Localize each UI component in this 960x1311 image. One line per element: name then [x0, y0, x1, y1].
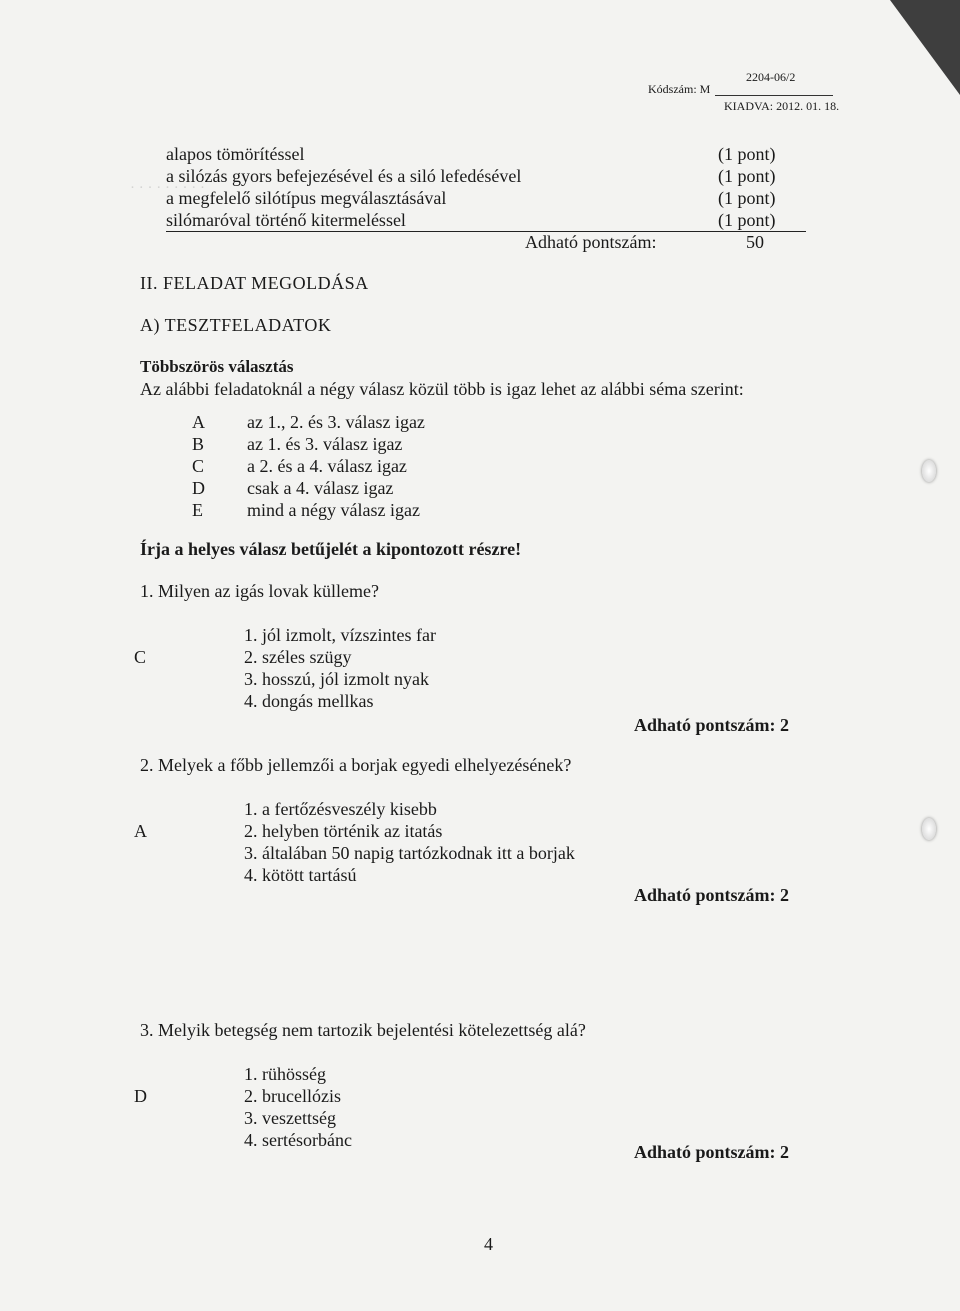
top-list-points: (1 pont) [718, 166, 776, 186]
multi-choice-title: Többszörös választás [140, 357, 294, 376]
top-list-item: a megfelelő silótípus megválasztásával [166, 188, 447, 208]
question-2-answer: A [134, 821, 147, 841]
instructions: Az alábbi feladatoknál a négy válasz közül több is igaz lehet az alábbi séma szerint: [140, 379, 744, 399]
question-3-answer: D [134, 1086, 147, 1106]
punch-hole [922, 818, 936, 840]
punch-hole [922, 460, 936, 482]
doc-code: 2204-06/2 [746, 70, 796, 84]
folded-corner [890, 0, 960, 95]
scheme-letter: C [192, 456, 205, 476]
scheme-letter: B [192, 434, 205, 454]
question-1-answer: C [134, 647, 147, 667]
code-label: Kódszám: M [648, 82, 711, 96]
question-1-score: Adható pontszám: 2 [634, 715, 790, 735]
top-list-points: (1 pont) [718, 144, 776, 164]
question-1-text: 1. Milyen az igás lovak külleme? [140, 581, 379, 601]
release-date: KIADVA: 2012. 01. 18. [724, 99, 840, 113]
scheme-text: a 2. és a 4. válasz igaz [247, 456, 407, 476]
question-1-option: 1. jól izmolt, vízszintes far [244, 625, 436, 645]
question-1-option: 2. széles szügy [244, 647, 352, 667]
question-2-option: 4. kötött tartású [244, 865, 357, 885]
top-total-label: Adható pontszám: [525, 232, 657, 252]
top-total-value: 50 [746, 232, 764, 252]
question-2-option: 2. helyben történik az itatás [244, 821, 443, 841]
page-number: 4 [484, 1234, 493, 1254]
top-list-item: a silózás gyors befejezésével és a siló lefedésével [166, 166, 522, 186]
question-3-option: 2. brucellózis [244, 1086, 341, 1106]
scheme-text: az 1., 2. és 3. válasz igaz [247, 412, 425, 432]
top-list-points: (1 pont) [718, 210, 776, 230]
top-list-item: silómaróval történő kitermeléssel [166, 210, 406, 230]
scheme-letter: E [192, 500, 203, 520]
code-underline [715, 95, 833, 96]
question-2-option: 1. a fertőzésveszély kisebb [244, 799, 437, 819]
scheme-text: mind a négy válasz igaz [247, 500, 420, 520]
question-1-option: 4. dongás mellkas [244, 691, 374, 711]
scheme-text: az 1. és 3. válasz igaz [247, 434, 403, 454]
top-list-points: (1 pont) [718, 188, 776, 208]
top-list-underline [166, 231, 806, 232]
question-3-text: 3. Melyik betegség nem tartozik bejelentési kötelezettség alá? [140, 1020, 586, 1040]
question-2-option: 3. általában 50 napig tartózkodnak itt a borjak [244, 843, 575, 863]
question-3-option: 1. rühösség [244, 1064, 326, 1084]
question-3-option: 3. veszettség [244, 1108, 336, 1128]
subsection-title: A) TESZTFELADATOK [140, 315, 332, 335]
question-3-score: Adható pontszám: 2 [634, 1142, 790, 1162]
question-2-score: Adható pontszám: 2 [634, 885, 790, 905]
question-1-option: 3. hosszú, jól izmolt nyak [244, 669, 429, 689]
bleed-through-text: · · · · · · · · · [130, 180, 205, 196]
question-3-option: 4. sertésorbánc [244, 1130, 352, 1150]
question-2-text: 2. Melyek a főbb jellemzői a borjak egyedi elhelyezésének? [140, 755, 572, 775]
scheme-letter: A [192, 412, 205, 432]
write-instruction: Írja a helyes válasz betűjelét a kipontozott részre! [140, 539, 522, 559]
scheme-text: csak a 4. válasz igaz [247, 478, 394, 498]
section-title: II. FELADAT MEGOLDÁSA [140, 273, 369, 293]
scheme-letter: D [192, 478, 205, 498]
top-list-item: alapos tömörítéssel [166, 144, 305, 164]
